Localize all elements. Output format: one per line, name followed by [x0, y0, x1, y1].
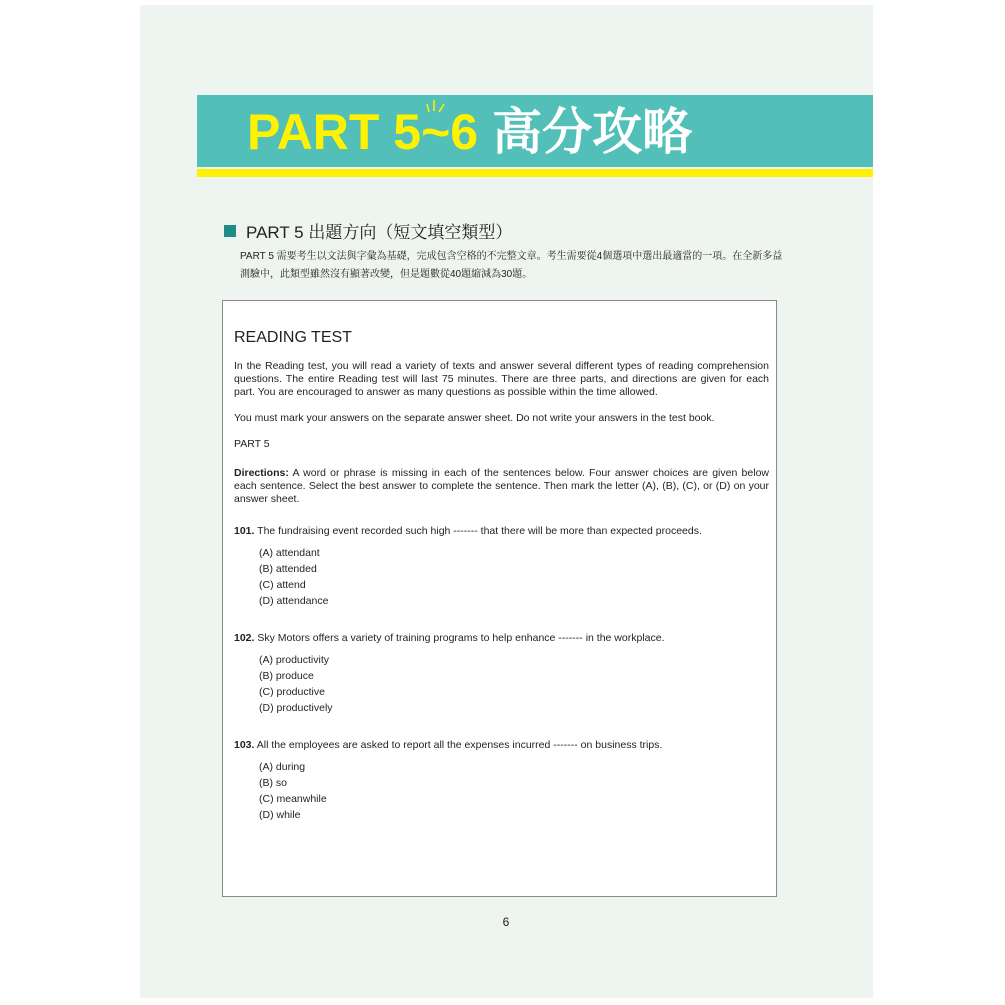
part-label: PART 5 [234, 438, 270, 450]
page-title-zh: 高分攻略 [492, 103, 693, 161]
question-text: The fundraising event recorded such high ------- that there will be more than expected proceeds. [254, 525, 702, 537]
section-intro: PART 5 需要考生以文法與字彙為基礎，完成包含空格的不完整文章。考生需要從4個選項中選出最適當的一項。在全新多益測驗中，此類型雖然沒有顯著改變，但是題數從40題縮減為30題。 [240, 251, 783, 280]
answer-choice: (C) productive [259, 686, 325, 698]
directions-text: A word or phrase is missing in each of the sentences below. Four answer choices are given below each sentence. Select the best answer to complete the sentence. Then mark the letter (A), (B), (C), or (D) on your answer sheet. [234, 467, 769, 505]
page-title-en: PART 5~6 [247, 104, 479, 160]
page-number: 6 [502, 915, 510, 929]
question-102 [234, 632, 769, 716]
reading-test-title: READING TEST [234, 329, 352, 346]
question-103 [234, 739, 769, 823]
directions-label: Directions: [234, 467, 289, 479]
answer-choice: (C) meanwhile [259, 793, 327, 805]
reading-test-intro: In the Reading test, you will read a variety of texts and answer several different types of reading comprehension questions. The entire Reading test will last 75 minutes. There are three parts, and directions are given for each part. You are encouraged to answer as many questions as possible within the time allowed. [234, 360, 769, 398]
answer-choice: (D) productively [259, 702, 333, 714]
section-heading [224, 218, 512, 243]
question-number: 102. [234, 632, 255, 644]
question-text: All the employees are asked to report all the expenses incurred ------- on business trips. [254, 739, 663, 751]
question-number: 103. [234, 739, 255, 751]
answer-choice: (D) attendance [259, 595, 329, 607]
page-title [247, 100, 692, 164]
question-101 [234, 525, 769, 609]
answer-choice: (A) attendant [259, 547, 320, 559]
title-banner-underline [197, 169, 873, 177]
reading-test-box [222, 300, 777, 897]
answer-choice: (B) produce [259, 670, 314, 682]
answer-sheet-note: You must mark your answers on the separate answer sheet. Do not write your answers in the test book. [234, 412, 715, 424]
answer-choice: (A) productivity [259, 654, 330, 666]
answer-choice: (B) attended [259, 563, 317, 575]
answer-choice: (D) while [259, 809, 301, 821]
square-bullet-icon [224, 225, 236, 237]
directions [234, 467, 769, 506]
section-heading-text: PART 5 出題方向（短文填空類型） [246, 223, 513, 242]
question-text: Sky Motors offers a variety of training programs to help enhance ------- in the workplace. [254, 632, 665, 644]
answer-choice: (A) during [259, 761, 306, 773]
answer-choice: (B) so [259, 777, 288, 789]
question-number: 101. [234, 525, 255, 537]
answer-choice: (C) attend [259, 579, 306, 591]
